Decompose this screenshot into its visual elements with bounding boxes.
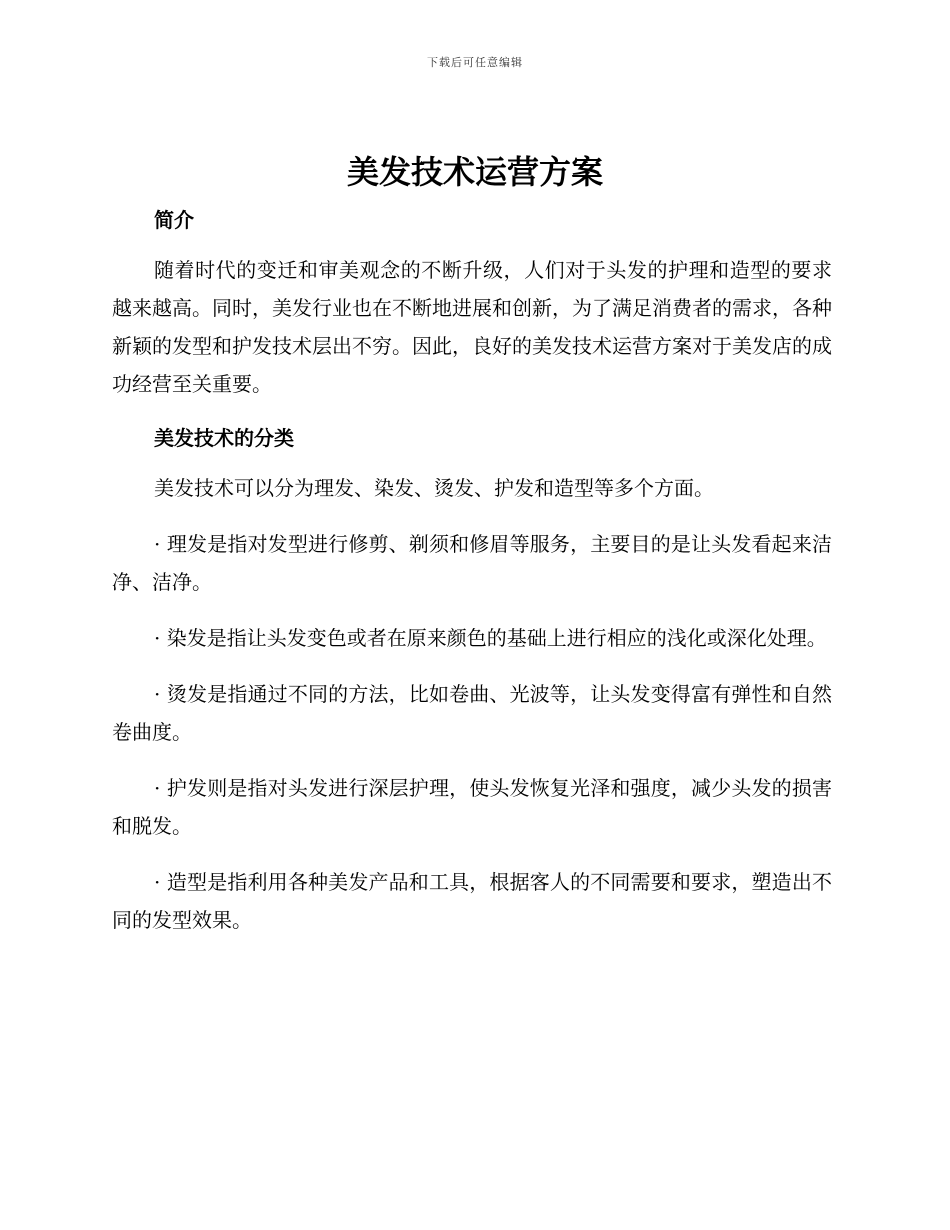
section-heading-intro: 简介 [154,208,194,232]
bullet-item-haircut: · 理发是指对发型进行修剪、剃须和修眉等服务，主要目的是让头发看起来洁净、洁净。 [112,532,832,594]
document-title: 美发技术运营方案 [346,153,603,191]
bullet-item-perm: · 烫发是指通过不同的方法，比如卷曲、光波等，让头发变得富有弹性和自然卷曲度。 [112,682,832,744]
bullet-item-care: · 护发则是指对头发进行深层护理，使头发恢复光泽和强度，减少头发的损害和脱发。 [112,776,832,838]
header-note: 下载后可任意编辑 [427,56,523,69]
intro-paragraph: 随着时代的变迁和审美观念的不断升级，人们对于头发的护理和造型的要求越来越高。同时，美发行业也在不断地进展和创新，为了满足消费者的需求，各种新颖的发型和护发技术层出不穷。因此，良好的美发技术运营方案对于美发店的成功经营至关重要。 [112,258,832,396]
bullet-item-styling: · 造型是指利用各种美发产品和工具，根据客人的不同需要和要求，塑造出不同的发型效果。 [112,870,832,932]
classification-paragraph: 美发技术可以分为理发、染发、烫发、护发和造型等多个方面。 [154,476,714,500]
bullet-item-dye: · 染发是指让头发变色或者在原来颜色的基础上进行相应的浅化或深化处理。 [154,626,827,650]
section-heading-classification: 美发技术的分类 [154,426,294,450]
document-body [112,205,832,939]
